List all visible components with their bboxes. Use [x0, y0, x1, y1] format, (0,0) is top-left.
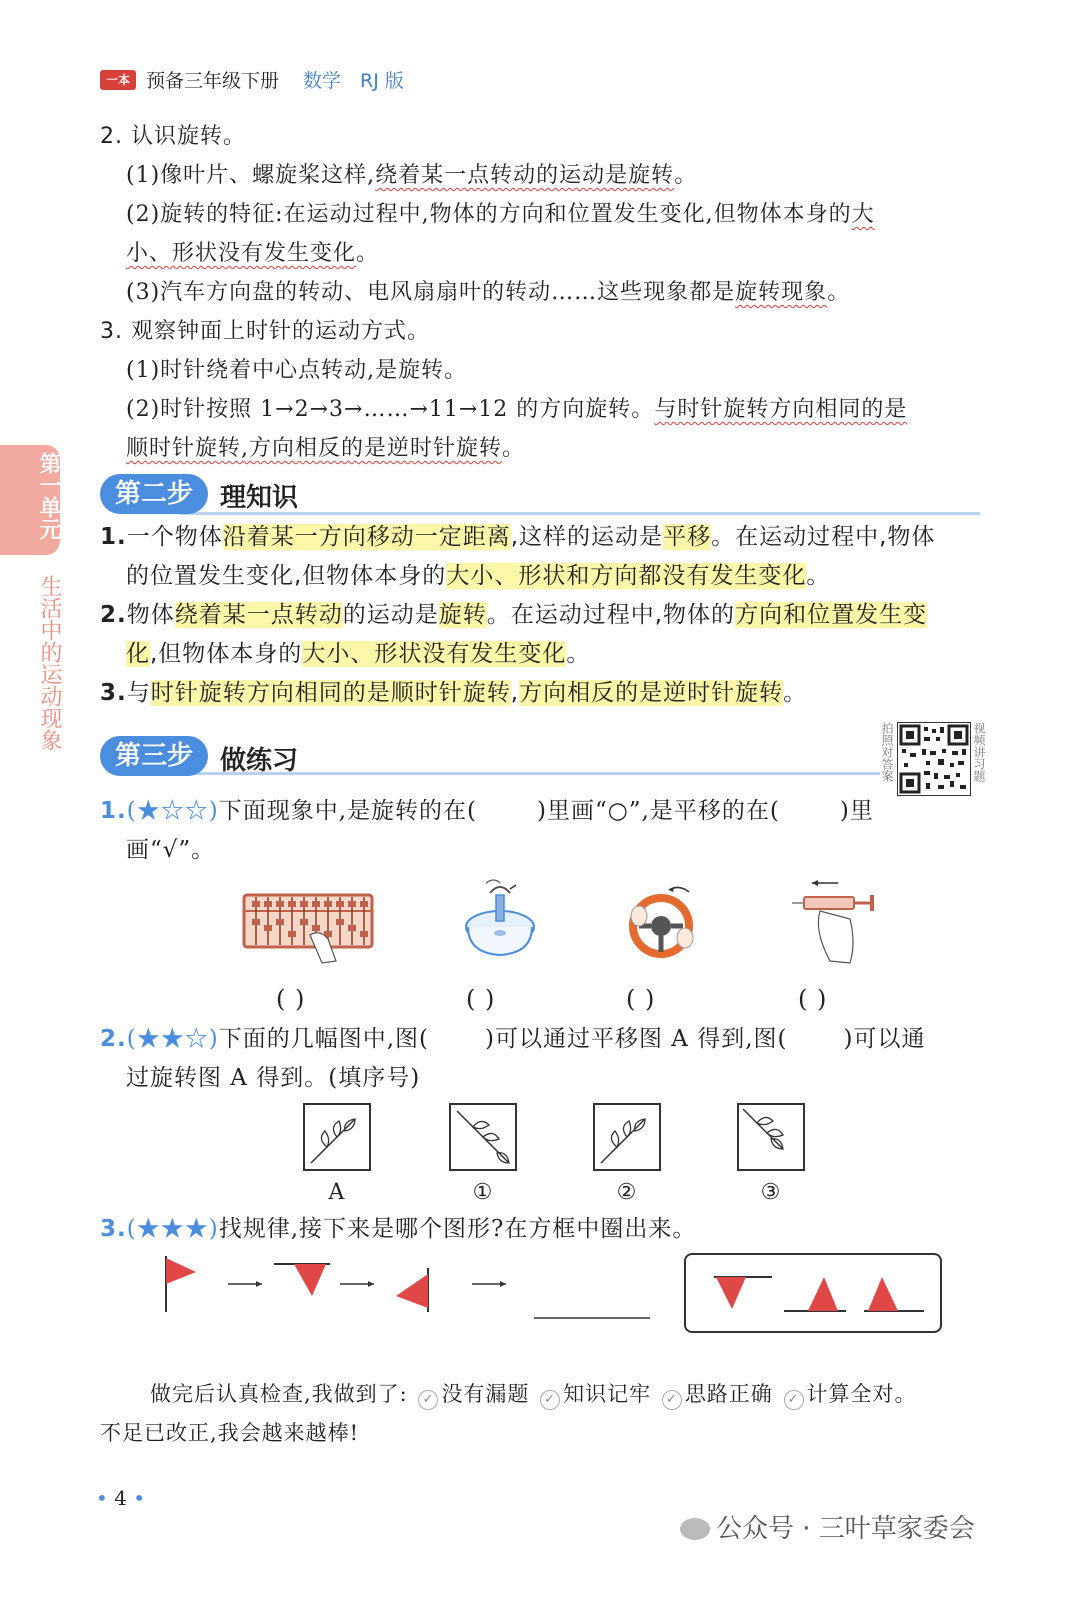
checkbox-icon[interactable]: ✓: [418, 1390, 438, 1410]
review-3-2-cont: 顺时针旋转,方向相反的是逆时针旋转。: [126, 436, 526, 461]
dot-icon: •: [133, 1486, 146, 1510]
book-title: 预备三年级下册: [146, 70, 280, 92]
leaf-branch-icon: [451, 1105, 515, 1169]
figure-3-label: ③: [760, 1180, 782, 1205]
watermark: 公众号 · 三叶草家委会: [680, 1508, 975, 1545]
edition-label: RJ 版: [360, 70, 404, 92]
self-check-line: 做完后认真检查,我做到了: ✓ 没有漏题 ✓ 知识记牢 ✓ 思路正确 ✓ 计算全对。: [150, 1379, 917, 1410]
triangle-down-shape: [294, 1264, 326, 1296]
question-2: 2.(★★☆)下面的几幅图中,图( )可以通过平移图 A 得到,图( )可以通: [100, 1026, 926, 1052]
review-3-2: (2)时针按照 1→2→3→……→11→12 的方向旋转。与时针旋转方向相同的是: [126, 397, 908, 422]
qr-code-icon: [898, 723, 970, 795]
subject-label: 数学: [303, 70, 342, 92]
choice-shapes: [686, 1255, 940, 1331]
page-number: • 4 •: [96, 1486, 146, 1510]
checkbox-icon[interactable]: ✓: [784, 1390, 804, 1410]
knowledge-1-cont: 的位置发生变化,但物体本身的大小、形状和方向都没有发生变化。: [126, 563, 831, 589]
q1-answer-blank-1[interactable]: ( ): [276, 985, 306, 1013]
triangle-left-shape: [396, 1274, 428, 1308]
figure-2-label: ②: [616, 1180, 638, 1205]
unit-tab-text: 第一单元: [36, 452, 61, 540]
knowledge-2: 2.物体绕着某一点转动的运动是旋转。在运动过程中,物体的方向和位置发生变: [100, 602, 928, 628]
wechat-icon: [680, 1518, 710, 1540]
flag-shape: [166, 1258, 196, 1284]
leaf-branch-icon: [305, 1105, 369, 1169]
choice-3-shape: [868, 1277, 898, 1311]
review-2-1: (1)像叶片、螺旋桨这样,绕着某一点转动的运动是旋转。: [126, 163, 698, 188]
question-2-cont: 过旋转图 A 得到。(填序号): [126, 1065, 421, 1091]
review-2-2: (2)旋转的特征:在运动过程中,物体的方向和位置发生变化,但物体本身的大: [126, 202, 875, 227]
review-2-2-cont: 小、形状没有发生变化。: [126, 241, 380, 266]
step2-badge: 第二步: [100, 474, 208, 514]
qr-code[interactable]: [897, 722, 971, 796]
brand-logo: 一本: [100, 70, 136, 90]
knowledge-1: 1.一个物体沿着某一方向移动一定距离,这样的运动是平移。在运动过程中,物体: [100, 524, 936, 550]
step3-title: 做练习: [220, 746, 299, 776]
step2-title: 理知识: [220, 483, 299, 513]
unit-label: 生活中的运动现象: [37, 575, 62, 751]
abacus-image: [240, 885, 380, 965]
choice-2-shape: [808, 1277, 838, 1311]
answer-choices-box[interactable]: [684, 1253, 942, 1333]
question-1: 1.(★☆☆)下面现象中,是旋转的在( )里画“○”,是平移的在( )里: [100, 798, 874, 824]
self-check-line-2: 不足已改正,我会越来越棒!: [100, 1421, 360, 1445]
checkbox-icon[interactable]: ✓: [662, 1390, 682, 1410]
choice-1-shape: [716, 1277, 746, 1309]
review-3-1: (1)时针绕着中心点转动,是旋转。: [126, 358, 468, 383]
faucet-image: [460, 875, 540, 965]
question-1-cont: 画“√”。: [126, 837, 216, 863]
q1-answer-blank-4[interactable]: ( ): [798, 985, 828, 1013]
knowledge-2-cont: 化,但物体本身的大小、形状没有发生变化。: [126, 641, 591, 667]
leaf-branch-icon: [739, 1105, 803, 1169]
figure-a-label: A: [328, 1180, 346, 1205]
qr-caption-right: 视频讲习题: [972, 722, 986, 782]
question-3: 3.(★★★)找规律,接下来是哪个图形?在方框中圈出来。: [100, 1216, 697, 1242]
syringe-image: [790, 873, 880, 969]
q1-answer-blank-2[interactable]: ( ): [466, 985, 496, 1013]
pattern-sequence: [150, 1250, 670, 1324]
figure-1: [449, 1103, 517, 1171]
steering-wheel-image: [625, 878, 705, 964]
review-item-2: 2. 认识旋转。: [100, 124, 247, 149]
leaf-branch-icon: [595, 1105, 659, 1169]
figure-2: [593, 1103, 661, 1171]
knowledge-3: 3.与时针旋转方向相同的是顺时针旋转,方向相反的是逆时针旋转。: [100, 680, 808, 706]
checkbox-icon[interactable]: ✓: [540, 1390, 560, 1410]
q1-answer-blank-3[interactable]: ( ): [626, 985, 656, 1013]
figure-3: [737, 1103, 805, 1171]
dot-icon: •: [96, 1486, 108, 1510]
step3-badge: 第三步: [100, 736, 208, 776]
step2-underline: [180, 512, 980, 515]
qr-caption-left: 拍照对答案: [880, 722, 894, 782]
figure-a: [303, 1103, 371, 1171]
figure-1-label: ①: [472, 1180, 494, 1205]
review-item-3: 3. 观察钟面上时针的运动方式。: [100, 319, 431, 344]
review-2-3: (3)汽车方向盘的转动、电风扇扇叶的转动……这些现象都是旋转现象。: [126, 280, 851, 305]
